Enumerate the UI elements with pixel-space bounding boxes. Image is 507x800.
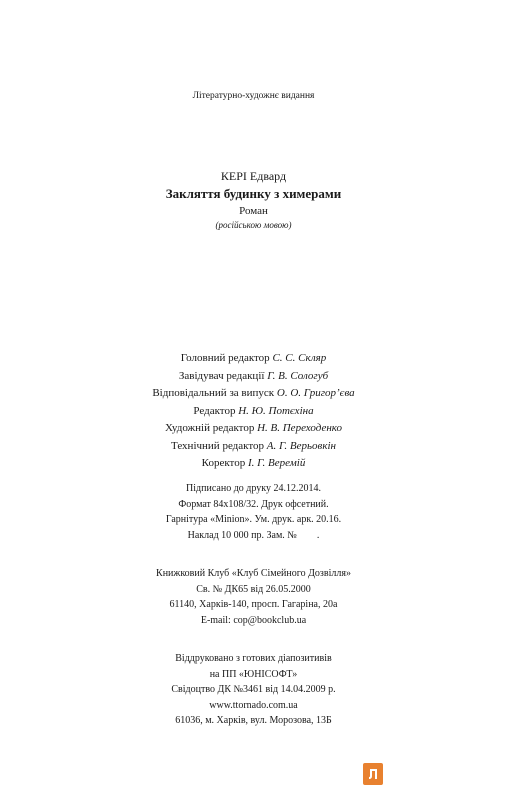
printer-details — [0, 651, 507, 729]
publisher-details — [0, 566, 507, 628]
credit-line — [0, 438, 507, 456]
credit-line — [0, 385, 507, 403]
credit-name: С. С. Скляр — [272, 352, 327, 364]
credit-name: Н. В. Переходенко — [257, 422, 343, 434]
credit-line — [0, 368, 507, 386]
book-title: Закляття будинку з химерами — [165, 186, 342, 201]
publication-line: Підписано до друку 24.12.2014. — [186, 483, 321, 494]
publication-line: Формат 84x108/32. Друк офсетний. — [178, 498, 329, 510]
credit-line — [0, 455, 507, 473]
credit-line — [0, 403, 507, 421]
author-name: КЕРІ Едвард — [220, 169, 287, 183]
language-note: (російською мовою) — [215, 220, 292, 230]
credit-role: Відповідальний за випуск — [152, 387, 275, 399]
publication-line: Наклад 10 000 пр. Зам. № . — [187, 529, 320, 541]
credit-name: Г. В. Сологуб — [267, 369, 329, 382]
credit-role: Коректор — [201, 457, 246, 469]
litres-logo-glyph-icon — [366, 767, 380, 781]
publisher-line: Св. № ДК65 від 26.05.2000 — [196, 583, 311, 595]
printer-line: Віддруковано з готових діапозитивів — [175, 653, 332, 664]
credit-name: Н. Ю. Потєхіна — [238, 404, 314, 417]
credit-name: І. Г. Веремій — [247, 457, 306, 469]
printer-line: 61036, м. Харків, вул. Морозова, 13Б — [175, 715, 332, 726]
credit-line — [0, 350, 507, 368]
publisher-line: Книжковий Клуб «Клуб Сімейного Дозвілля» — [156, 568, 351, 579]
credit-line — [0, 420, 507, 438]
publisher-email: E-mail: cop@bookclub.ua — [200, 614, 307, 626]
printer-line: Свідоцтво ДК №3461 від 14.04.2009 р. — [171, 684, 336, 695]
credit-role: Технічний редактор — [171, 439, 265, 452]
credit-role: Завідувач редакції — [178, 369, 265, 382]
credit-name: О. О. Григор’єва — [276, 387, 355, 399]
printer-website: www.ttornado.com.ua — [209, 699, 298, 711]
credits-block — [0, 350, 507, 473]
credit-role: Редактор — [193, 404, 236, 417]
credit-name: А. Г. Верьовкін — [266, 439, 336, 452]
publication-details — [0, 481, 507, 543]
publication-line: Гарнітура «Minion». Ум. друк. арк. 20.16. — [165, 514, 342, 525]
credit-role: Головний редактор — [180, 352, 270, 364]
litres-logo-icon — [363, 763, 383, 785]
genre-label: Роман — [239, 205, 268, 217]
credit-role: Художній редактор — [164, 422, 255, 434]
series-label: Літературно-художнє видання — [192, 91, 315, 101]
printer-line: на ПП «ЮНІСОФТ» — [209, 668, 298, 680]
publisher-line: 61140, Харків-140, просп. Гагаріна, 20а — [169, 599, 338, 610]
